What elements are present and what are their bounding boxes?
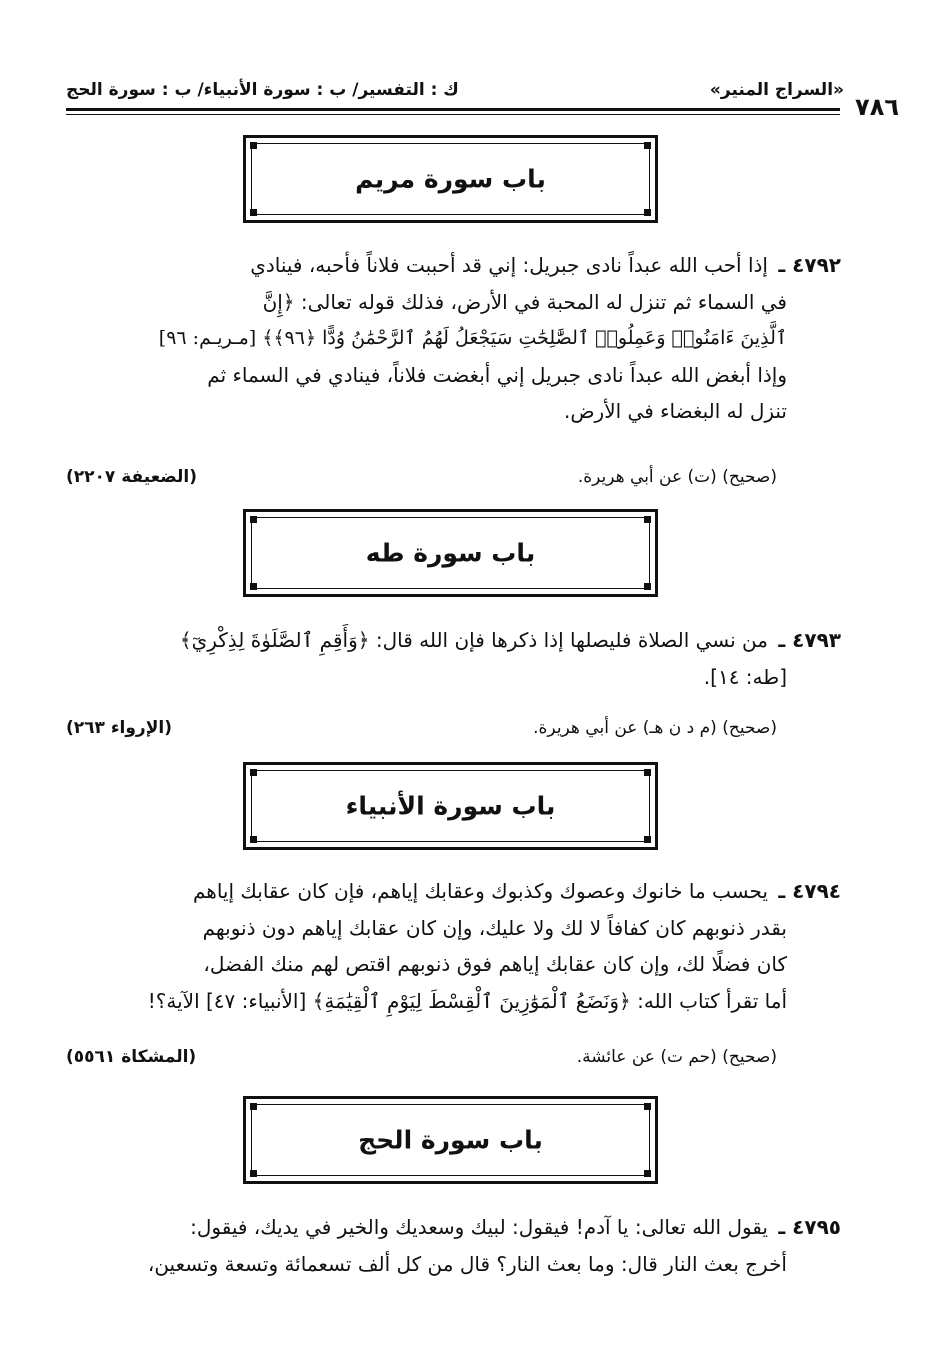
grading-reference: (الإرواء ٢٦٣) (66, 718, 172, 738)
chapter-title: باب سورة الحج (358, 1125, 543, 1155)
chapter-title: باب سورة الأنبياء (345, 791, 556, 821)
hadith-4793 (66, 622, 841, 695)
hadith-text-line: كان فضلًا لك، وإن كان عقابك إياهم فوق ذنوبهم اقتص لهم منك الفضل، (203, 952, 787, 976)
section-path: ك : التفسير/ ب : سورة الأنبياء/ ب : سورة الحج (66, 80, 459, 100)
hadith-4792 (66, 247, 841, 430)
chapter-title: باب سورة طه (365, 538, 536, 568)
hadith-line-first (66, 247, 841, 284)
hadith-number: ٤٧٩٤ ـ (778, 879, 841, 903)
hadith-text-line: يقول الله تعالى: يا آدم! فيقول: لبيك وسعديك والخير في يديك، فيقول: (190, 1215, 768, 1239)
chapter-heading-hajj (243, 1096, 658, 1184)
hadith-text-line: يحسب ما خانوك وعصوك وكذبوك وعقابك إياهم، فإن كان عقابك إياهم (192, 879, 768, 903)
grading-source: (صحيح) (ت) عن أبي هريرة. (577, 467, 777, 487)
quran-verse-line: ٱلَّذِينَ ءَامَنُوا۟ وَعَمِلُوا۟ ٱلصَّٰلِحَٰتِ سَيَجْعَلُ لَهُمُ ٱلرَّحْمَٰنُ وُدًّا ﴿٩٦﴾﴾ [مـريـم: ٩٦] (158, 327, 787, 349)
grading-reference: (الضعيفة ٢٢٠٧) (66, 467, 198, 487)
header-rule-thin (66, 114, 840, 115)
hadith-number: ٤٧٩٥ ـ (778, 1215, 841, 1239)
hadith-number: ٤٧٩٢ ـ (778, 253, 841, 277)
chapter-heading-maryam (243, 135, 658, 223)
hadith-text-line: بقدر ذنوبهم كان كفافاً لا لك ولا عليك، وإن كان عقابك إياهم دون ذنوبهم (202, 915, 787, 940)
hadith-4795 (66, 1209, 841, 1282)
chapter-title: باب سورة مريم (355, 164, 546, 194)
hadith-text-line: [طه: ١٤]. (703, 664, 787, 689)
hadith-grading (66, 718, 841, 744)
hadith-text-line: وإذا أبغض الله عبداً نادى جبريل إني أبغضت فلاناً، فينادي في السماء ثم (207, 362, 787, 387)
hadith-grading (66, 1047, 841, 1073)
hadith-text-line: أما تقرأ كتاب الله: ﴿وَنَضَعُ ٱلْمَوَٰزِينَ ٱلْقِسْطَ لِيَوْمِ ٱلْقِيَٰمَةِ﴾ [الأنبياء: ٤٧] الآية؟! (147, 988, 787, 1013)
grading-reference: (المشكاة ٥٥٦١) (66, 1047, 197, 1067)
grading-source: (صحيح) (م د ن هـ) عن أبي هريرة. (533, 718, 777, 738)
page-number: ٧٨٦ (855, 93, 899, 121)
hadith-number: ٤٧٩٣ ـ (778, 628, 841, 652)
book-title: «السراج المنير» (709, 80, 844, 100)
hadith-line-first (66, 622, 841, 659)
hadith-line-first (66, 873, 841, 910)
grading-source: (صحيح) (حم ت) عن عائشة. (576, 1047, 777, 1067)
header-rule-thick (66, 108, 840, 111)
chapter-heading-taha (243, 509, 658, 597)
hadith-line-first (66, 1209, 841, 1246)
hadith-text-line: في السماء ثم تنزل له المحبة في الأرض، فذلك قوله تعالى: ﴿إِنَّ (262, 289, 787, 314)
hadith-text-line: أخرج بعث النار قال: وما بعث النار؟ قال من كل ألف تسعمائة وتسعة وتسعين، (147, 1251, 787, 1276)
hadith-4794 (66, 873, 841, 1019)
hadith-text-line: إذا أحب الله عبداً نادى جبريل: إني قد أحببت فلاناً فأحبه، فينادي (250, 253, 768, 277)
chapter-heading-anbiya (243, 762, 658, 850)
hadith-grading (66, 467, 841, 493)
hadith-text-line: من نسي الصلاة فليصلها إذا ذكرها فإن الله قال: ﴿وَأَقِمِ ٱلصَّلَوٰةَ لِذِكْرِيٓ﴾ (179, 628, 768, 652)
hadith-text-line: تنزل له البغضاء في الأرض. (564, 399, 787, 423)
